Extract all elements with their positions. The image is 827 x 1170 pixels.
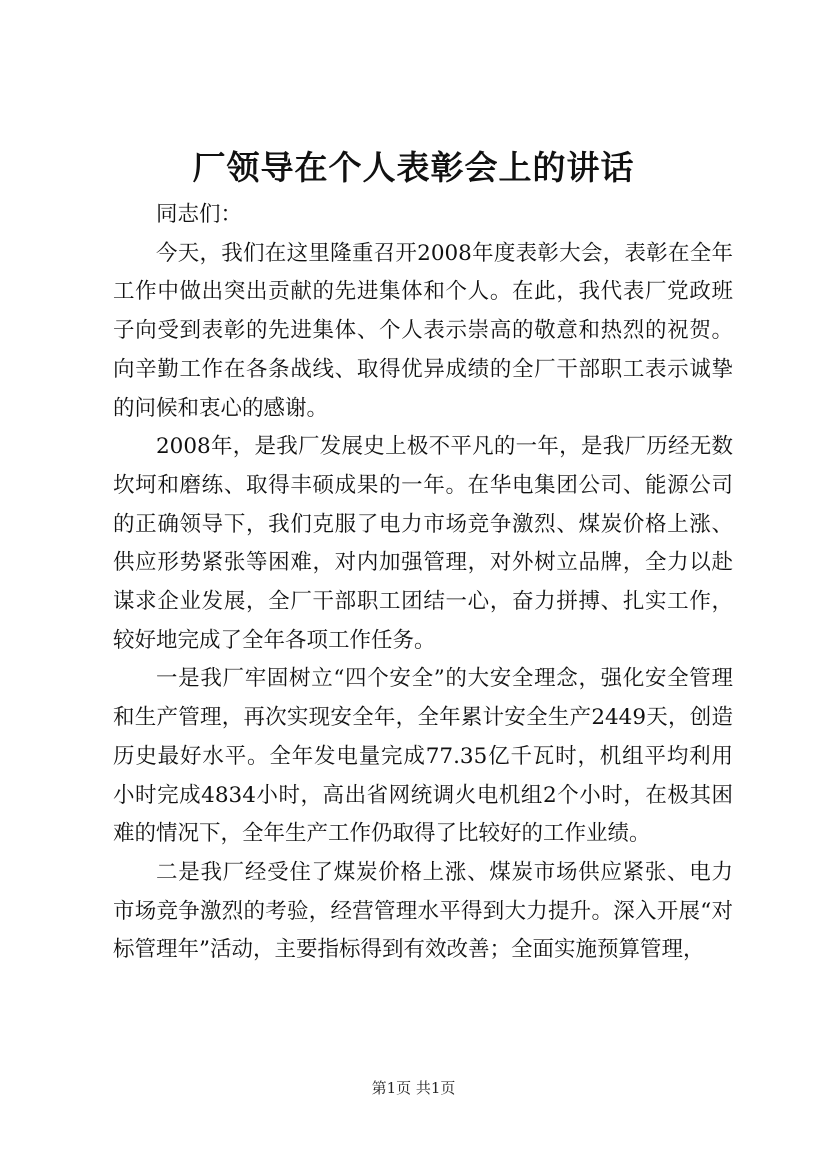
paragraph-4: 二是我厂经受住了煤炭价格上涨、煤炭市场供应紧张、电力市场竞争激烈的考验，经营管理水平得到大力提升。深入开展“对标管理年”活动，主要指标得到有效改善；全面实施预算管理，: [113, 859, 733, 963]
document-title: 厂领导在个人表彰会上的讲话: [192, 148, 635, 187]
page-footer: 第1页 共1页: [371, 1079, 456, 1097]
paragraph-1: 今天，我们在这里隆重召开2008年度表彰大会，表彰在全年工作中做出突出贡献的先进集体和个人。在此，我代表厂党政班子向受到表彰的先进集体、个人表示崇高的敬意和热烈的祝贺。向辛勤工作在各条战线、取得优异成绩的全厂干部职工表示诚挚的问候和衷心的感谢。: [113, 240, 733, 421]
paragraph-3: 一是我厂牢固树立“四个安全”的大安全理念，强化安全管理和生产管理，再次实现安全年，全年累计安全生产2449天，创造历史最好水平。全年发电量完成77.35亿千瓦时，机组平均利用小时完成4834小时，高出省网统调火电机组2个小时，在极其困难的情况下，全年生产工作仍取得了比较好的工作业绩。: [113, 666, 733, 847]
salutation: 同志们：: [156, 202, 243, 227]
paragraph-2: 2008年，是我厂发展史上极不平凡的一年，是我厂历经无数坎坷和磨练、取得丰硕成果的一年。在华电集团公司、能源公司的正确领导下，我们克服了电力市场竞争激烈、煤炭价格上涨、供应形势紧张等困难，对内加强管理，对外树立品牌，全力以赴谋求企业发展，全厂干部职工团结一心，奋力拼搏、扎实工作，较好地完成了全年各项工作任务。: [113, 434, 733, 653]
document-body: [113, 196, 733, 970]
